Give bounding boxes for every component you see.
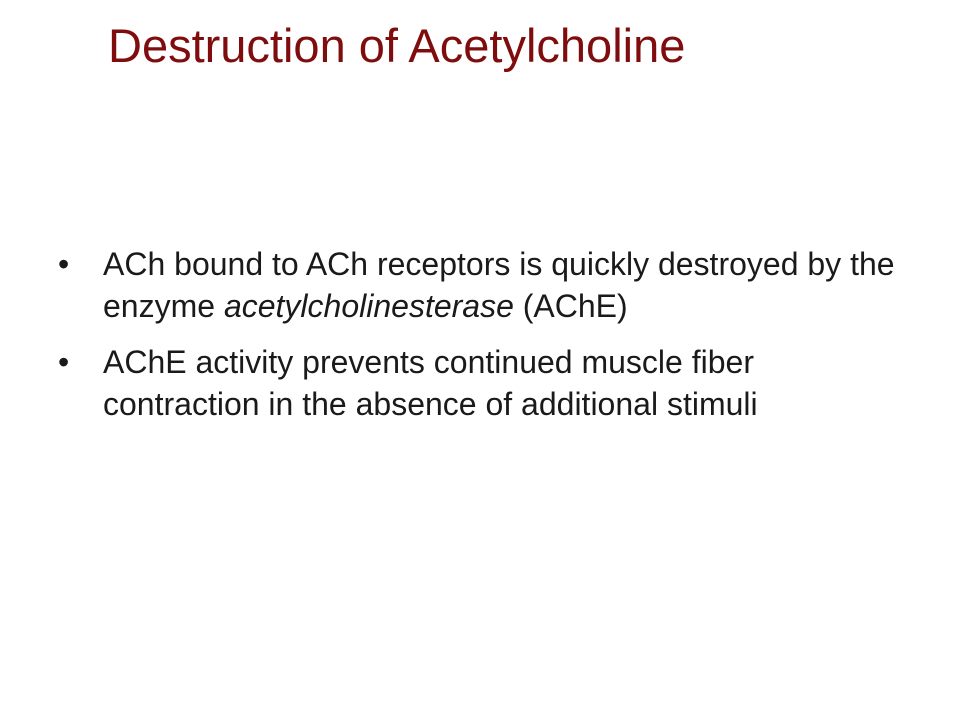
bullet-item-ache-activity [58,341,898,425]
slide-title: Destruction of Acetylcholine [108,19,686,72]
bullet-text-segment: (AChE) [513,288,628,324]
bullet-item-ache-destruction [58,243,898,327]
bullet-text [103,246,895,324]
enzyme-name: acetylcholinesterase [223,288,514,324]
bullet-text: AChE activity prevents continued muscle fiber contraction in the absence of additional stimuli [103,344,758,422]
bullet-list [58,243,898,425]
bullet-marker: • [58,246,70,282]
bullet-marker: • [58,344,70,380]
bullet-text-segment: ACh bound to ACh receptors is quickly destroyed by the enzyme [103,246,895,324]
